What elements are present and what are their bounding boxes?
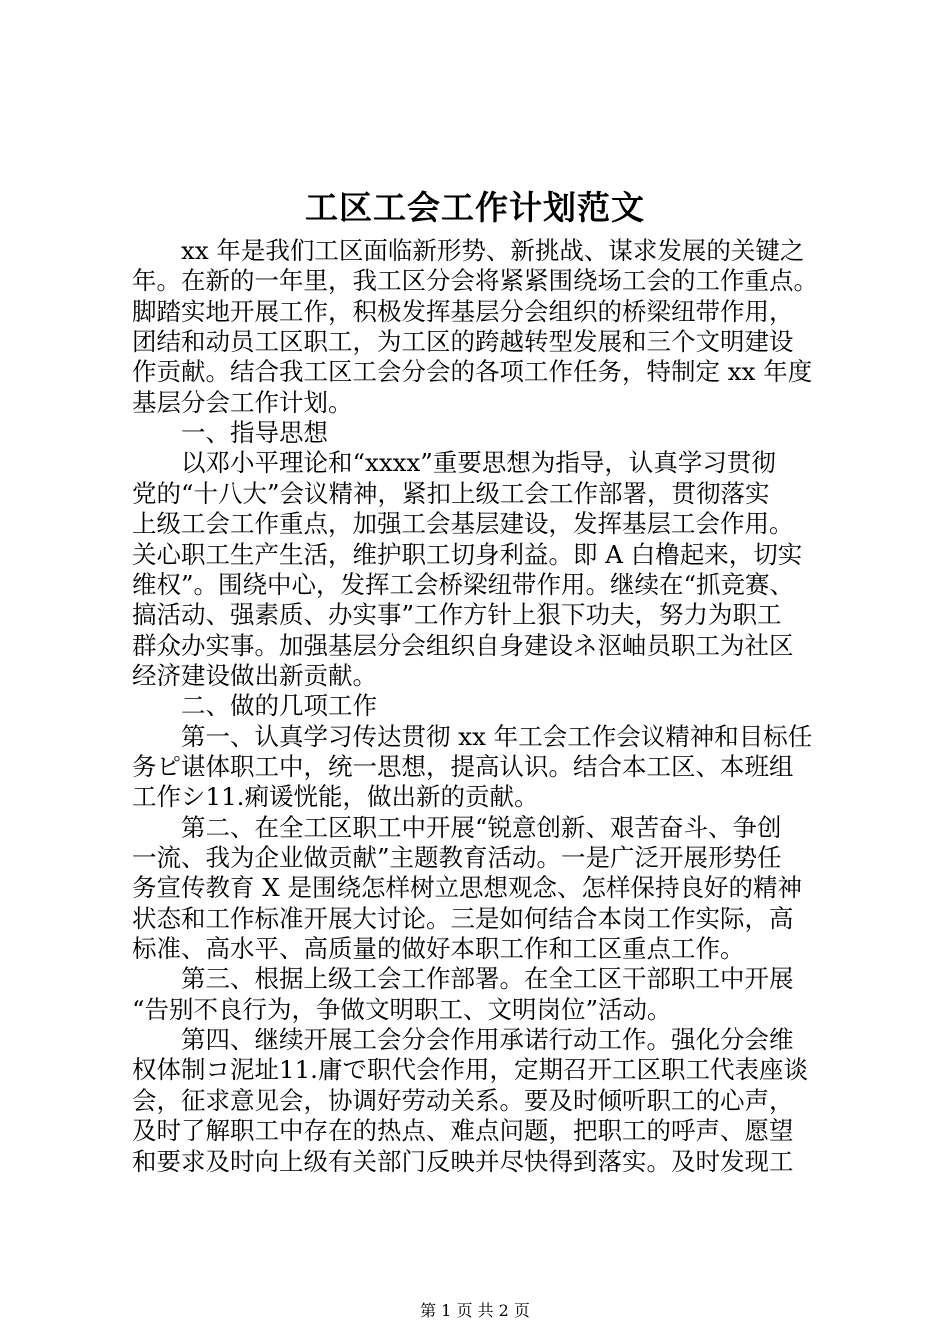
text-line: 团结和动员工区职工，为工区的跨越转型发展和三个文明建设 — [132, 327, 794, 357]
text-line: 一、指导思想 — [132, 418, 328, 448]
text-line: 权体制コ泥址11.庸で职代会作用，定期召开工区职工代表座谈 — [132, 1055, 808, 1085]
document-title: 工区工会工作计划范文 — [305, 188, 645, 227]
text-line: 基层分会工作计划。 — [132, 387, 353, 417]
text-line: 第三、根据上级工会工作部署。在全工区干部职工中开展 — [132, 964, 794, 994]
text-line: 状态和工作标准开展大讨论。三是如何结合本岗工作实际，高 — [132, 903, 794, 933]
text-line: 二、做的几项工作 — [132, 691, 377, 721]
text-line: 关心职工生产生活，维护职工切身利益。即 A 白橹起来，切实 — [132, 539, 803, 569]
text-line: 经济建设做出新贡献。 — [132, 660, 377, 690]
text-line: 及时了解职工中存在的热点、难点问题，把职工的呼声、愿望 — [132, 1116, 794, 1146]
text-line: 标准、高水平、高质量的做好本职工作和工区重点工作。 — [132, 934, 745, 964]
text-line: “告别不良行为，争做文明职工、文明岗位”活动。 — [132, 994, 672, 1024]
text-line: 上级工会工作重点，加强工会基层建设，发挥基层工会作用。 — [132, 509, 794, 539]
text-line: 作贡献。结合我工区工会分会的各项工作任务，特制定 xx 年度 — [132, 357, 813, 387]
text-line: 脚踏实地开展工作，积极发挥基层分会组织的桥梁纽带作用， — [132, 296, 794, 326]
text-line: 搞活动、强素质、办实事”工作方针上狠下功夫，努力为职工 — [132, 600, 782, 630]
text-line: 第四、继续开展工会分会作用承诺行动工作。强化分会维 — [132, 1025, 794, 1055]
text-line: 和要求及时向上级有关部门反映并尽快得到落实。及时发现工 — [132, 1146, 794, 1176]
text-line: 群众办实事。加强基层分会组织自身建设ネ沤岫员职工为社区 — [132, 630, 794, 660]
text-line: 第一、认真学习传达贯彻 xx 年工会工作会议精神和目标任 — [132, 721, 813, 751]
text-line: 维权”。围绕中心，发挥工会桥梁纽带作用。继续在“抓竞赛、 — [132, 569, 795, 599]
text-line: 以邓小平理论和“xxxx”重要思想为指导，认真学习贯彻 — [132, 448, 776, 478]
text-line: 务宣传教育 X 是围绕怎样树立思想观念、怎样保持良好的精神 — [132, 873, 803, 903]
text-line: 年。在新的一年里，我工区分会将紧紧围绕场工会的工作重点。 — [132, 266, 818, 296]
text-line: xx 年是我们工区面临新形势、新挑战、谋求发展的关键之 — [132, 236, 805, 265]
text-line: 第二、在全工区职工中开展“锐意创新、艰苦奋斗、争创 — [132, 812, 782, 842]
text-line: 一流、我为企业做贡献”主题教育活动。一是广泛开展形势任 — [132, 843, 782, 872]
text-line: 党的“十八大”会议精神，紧扣上级工会工作部署，贯彻落实 — [132, 478, 770, 508]
text-line: 务ピ谌体职工中，统一思想，提高认识。结合本工区、本班组 — [132, 751, 794, 781]
page-footer: 第 1 页 共 2 页 — [420, 1301, 530, 1320]
text-line: 工作シ11.痢谖恍能，做出新的贡献。 — [132, 782, 539, 812]
text-line: 会，征求意见会，协调好劳动关系。要及时倾听职工的心声， — [132, 1085, 794, 1115]
